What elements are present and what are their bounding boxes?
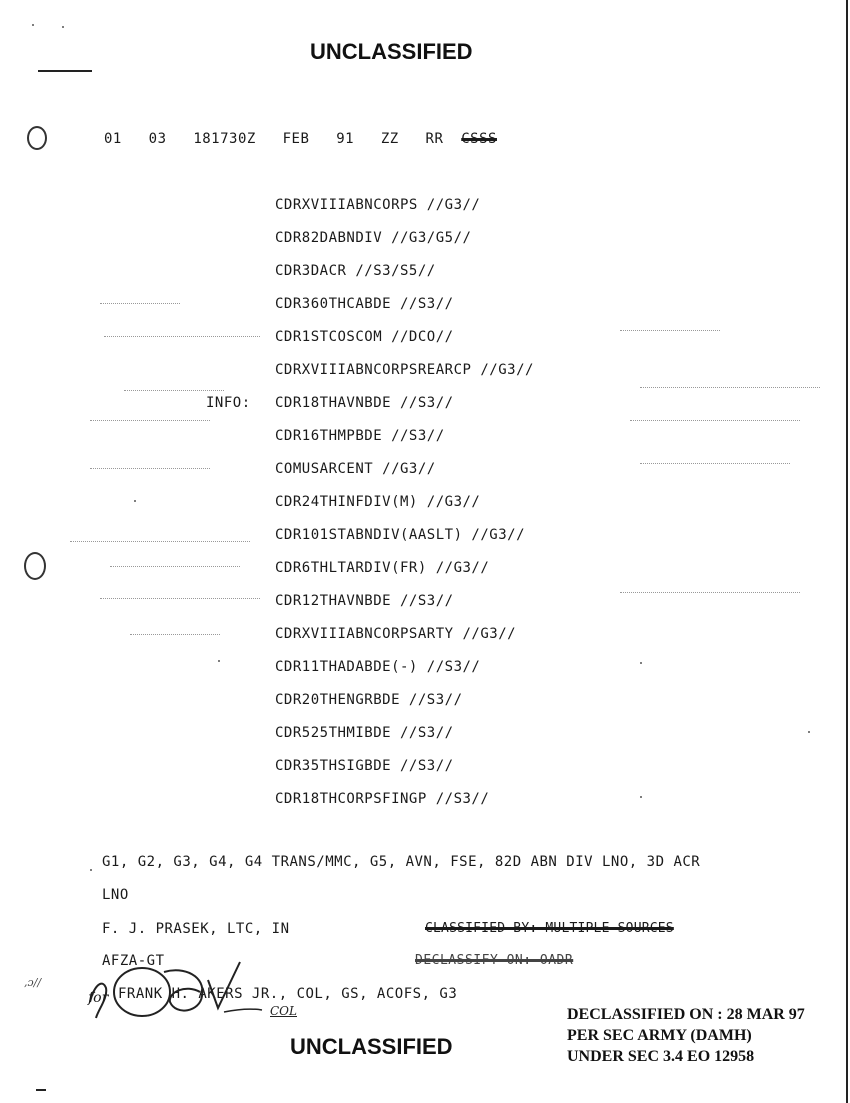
addressee-line: CDR24THINFDIV(M) //G3// — [275, 494, 481, 510]
scan-speck — [640, 662, 642, 664]
dtg-line — [104, 131, 497, 147]
addressee-line: CDR101STABNDIV(AASLT) //G3// — [275, 527, 526, 543]
scan-speck — [134, 500, 136, 502]
classification-banner-bottom: UNCLASSIFIED — [290, 1034, 453, 1059]
scan-noise — [620, 330, 720, 331]
scan-noise — [100, 598, 260, 599]
scan-speck — [90, 869, 92, 871]
scan-speck — [62, 26, 64, 28]
signature-prefix: for — [88, 990, 109, 1006]
addressee-line: CDR18THCORPSFINGP //S3// — [275, 791, 490, 807]
addressee-line: CDRXVIIIABNCORPS //G3// — [275, 197, 481, 213]
distribution-line: LNO — [102, 887, 129, 903]
releaser-line: FRANK H. AKERS JR., COL, GS, ACOFS, G3 — [118, 986, 458, 1002]
declass-stamp-line: UNDER SEC 3.4 EO 12958 — [567, 1048, 755, 1065]
punch-hole — [24, 552, 46, 580]
dtg-part: 181730Z — [193, 131, 256, 147]
scan-noise — [640, 387, 820, 388]
addressee-line: COMUSARCENT //G3// — [275, 461, 436, 477]
scan-noise — [70, 541, 250, 542]
dtg-part: FEB — [282, 131, 310, 147]
declass-stamp-line: PER SEC ARMY (DAMH) — [567, 1027, 752, 1044]
page-edge-rule — [846, 0, 848, 1103]
classified-by-line: CLASSIFIED BY: MULTIPLE SOURCES — [425, 921, 674, 936]
addressee-line: CDR360THCABDE //S3// — [275, 296, 454, 312]
scan-noise — [100, 303, 180, 304]
dtg-part: ZZ — [380, 131, 399, 147]
dtg-part: 01 — [104, 131, 122, 147]
addressee-line: CDR18THAVNBDE //S3// — [275, 395, 454, 411]
dtg-part: 03 — [148, 131, 167, 147]
addressee-line: CDR11THADABDE(-) //S3// — [275, 659, 481, 675]
signature-annotation: COL — [270, 1004, 297, 1018]
struck-text: CSSS — [461, 131, 497, 147]
drafter-line: F. J. PRASEK, LTC, IN — [102, 921, 290, 937]
addressee-line: CDR525THMIBDE //S3// — [275, 725, 454, 741]
scan-speck — [218, 660, 220, 662]
dtg-part: RR — [425, 131, 444, 147]
addressee-line: CDR16THMPBDE //S3// — [275, 428, 445, 444]
margin-initials: ,ɔ// — [24, 976, 42, 989]
addressee-line: CDRXVIIIABNCORPSREARCP //G3// — [275, 362, 534, 378]
addressee-line: CDR20THENGRBDE //S3// — [275, 692, 463, 708]
scan-noise — [620, 592, 800, 593]
distribution-line: G1, G2, G3, G4, G4 TRANS/MMC, G5, AVN, FSE, 82D ABN DIV LNO, 3D ACR — [102, 854, 701, 870]
scan-speck — [32, 24, 34, 26]
scan-speck — [808, 731, 810, 733]
office-symbol: AFZA-GT — [102, 953, 165, 969]
scan-noise — [90, 420, 210, 421]
dtg-part: 91 — [336, 131, 355, 147]
addressee-line: CDR3DACR //S3/S5// — [275, 263, 436, 279]
scan-noise — [104, 336, 260, 337]
scan-speck — [640, 796, 642, 798]
punch-hole — [27, 126, 47, 150]
scan-noise — [630, 420, 800, 421]
scan-mark — [38, 70, 92, 72]
declassify-on-line: DECLASSIFY ON: OADR — [415, 953, 574, 968]
scan-noise — [90, 468, 210, 469]
scan-noise — [124, 390, 224, 391]
signature-scrawl — [84, 958, 284, 1028]
scan-noise — [110, 566, 240, 567]
addressee-line: CDR35THSIGBDE //S3// — [275, 758, 454, 774]
declass-stamp-line: DECLASSIFIED ON : 28 MAR 97 — [567, 1006, 805, 1023]
scan-noise — [130, 634, 220, 635]
scan-mark — [36, 1089, 46, 1091]
addressee-line: CDR82DABNDIV //G3/G5// — [275, 230, 472, 246]
info-label: INFO: — [206, 395, 251, 411]
addressee-line: CDR1STCOSCOM //DCO// — [275, 329, 454, 345]
scan-noise — [640, 463, 790, 464]
addressee-line: CDR6THLTARDIV(FR) //G3// — [275, 560, 490, 576]
addressee-line: CDRXVIIIABNCORPSARTY //G3// — [275, 626, 517, 642]
classification-banner-top: UNCLASSIFIED — [310, 39, 473, 64]
addressee-line: CDR12THAVNBDE //S3// — [275, 593, 454, 609]
